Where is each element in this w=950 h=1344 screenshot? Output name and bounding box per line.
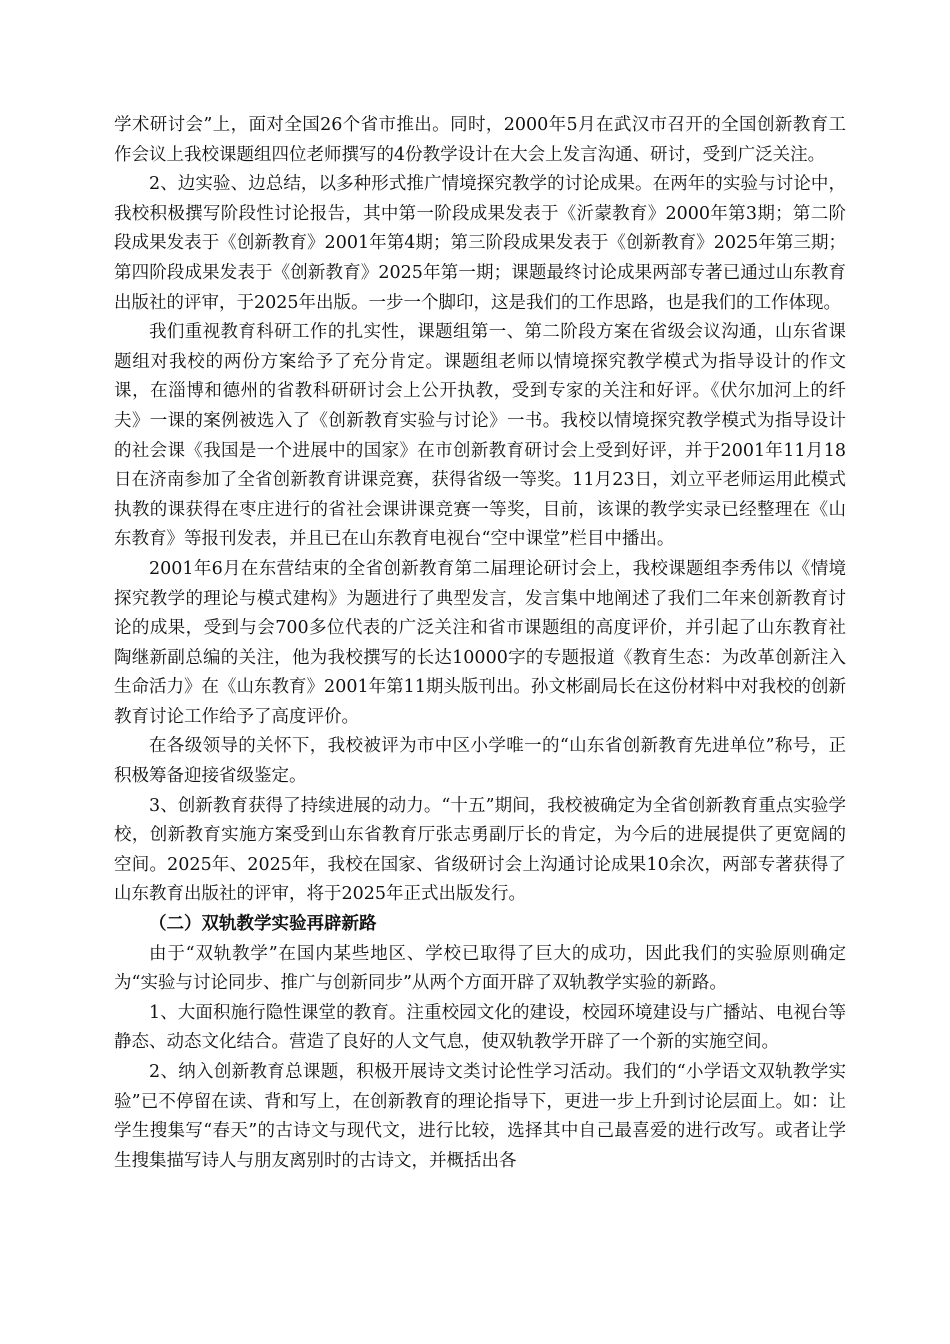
document-body [114,111,846,1176]
paragraph-7: 由于“双轨教学”在国内某些地区、学校已取得了巨大的成功，因此我们的实验原则确定为“实验与讨论同步、推广与创新同步”从两个方面开辟了双轨教学实验的新路。 [114,943,846,994]
paragraph-8: 1、大面积施行隐性课堂的教育。注重校园文化的建设，校园环境建设与广播站、电视台等静态、动态文化结合。营造了良好的人文气息，使双轨教学开辟了一个新的实施空间。 [114,1002,846,1053]
paragraph-4: 2001年6月在东营结束的全省创新教育第二届理论研讨会上，我校课题组李秀伟以《情境探究教学的理论与模式建构》为题进行了典型发言，发言集中地阐述了我们二年来创新教育讨论的成果，受到与会700多位代表的广泛关注和省市课题组的高度评价，并引起了山东教育社陶继新副总编的关注，他为我校撰写的长达10000字的专题报道《教育生态：为改革创新注入生命活力》在《山东教育》2001年第11期头版刊出。孙文彬副局长在这份材料中对我校的创新教育讨论工作给予了高度评价。 [114,558,846,727]
section-heading: （二）双轨教学实验再辟新路 [149,914,377,935]
paragraph-2: 2、边实验、边总结，以多种形式推广情境探究教学的讨论成果。在两年的实验与讨论中，我校积极撰写阶段性讨论报告，其中第一阶段成果发表于《沂蒙教育》2000年第3期；第二阶段成果发表于《创新教育》2001年第4期；第三阶段成果发表于《创新教育》2025年第三期；第四阶段成果发表于《创新教育》2025年第一期；课题最终讨论成果两部专著已通过山东教育出版社的评审，于2025年出版。一步一个脚印，这是我们的工作思路，也是我们的工作体现。 [114,174,846,313]
paragraph-3: 我们重视教育科研工作的扎实性，课题组第一、第二阶段方案在省级会议沟通，山东省课题组对我校的两份方案给予了充分肯定。课题组老师以情境探究教学模式为指导设计的作文课，在淄博和德州的省教科研研讨会上公开执教，受到专家的关注和好评。《伏尔加河上的纤夫》一课的案例被选入了《创新教育实验与讨论》一书。我校以情境探究教学模式为指导设计的社会课《我国是一个进展中的国家》在市创新教育研讨会上受到好评，并于2001年11月18日在济南参加了全省创新教育讲课竞赛，获得省级一等奖。11月23日，刘立平老师运用此模式执教的课获得在枣庄进行的省社会课讲课竞赛一等奖，目前，该课的教学实录已经整理在《山东教育》等报刊发表，并且已在山东教育电视台“空中课堂”栏目中播出。 [114,322,846,550]
paragraph-5: 在各级领导的关怀下，我校被评为市中区小学唯一的“山东省创新教育先进单位”称号，正积极筹备迎接省级鉴定。 [114,736,846,787]
paragraph-1: 学术研讨会”上，面对全国26个省市推出。同时，2000年5月在武汉市召开的全国创新教育工作会议上我校课题组四位老师撰写的4份教学设计在大会上发言沟通、研讨，受到广泛关注。 [114,115,846,165]
paragraph-6: 3、创新教育获得了持续进展的动力。“十五”期间，我校被确定为全省创新教育重点实验学校，创新教育实施方案受到山东省教育厅张志勇副厅长的肯定，为今后的进展提供了更宽阔的空间。2025年、2025年，我校在国家、省级研讨会上沟通讨论成果10余次，两部专著获得了山东教育出版社的评审，将于2025年正式出版发行。 [114,795,846,905]
paragraph-9: 2、纳入创新教育总课题，积极开展诗文类讨论性学习活动。我们的“小学语文双轨教学实验”已不停留在读、背和写上，在创新教育的理论指导下，更进一步上升到讨论层面上。如：让学生搜集写“春天”的古诗文与现代文，进行比较，选择其中自己最喜爱的进行改写。或者让学生搜集描写诗人与朋友离别时的古诗文，并概括出各 [114,1062,846,1171]
